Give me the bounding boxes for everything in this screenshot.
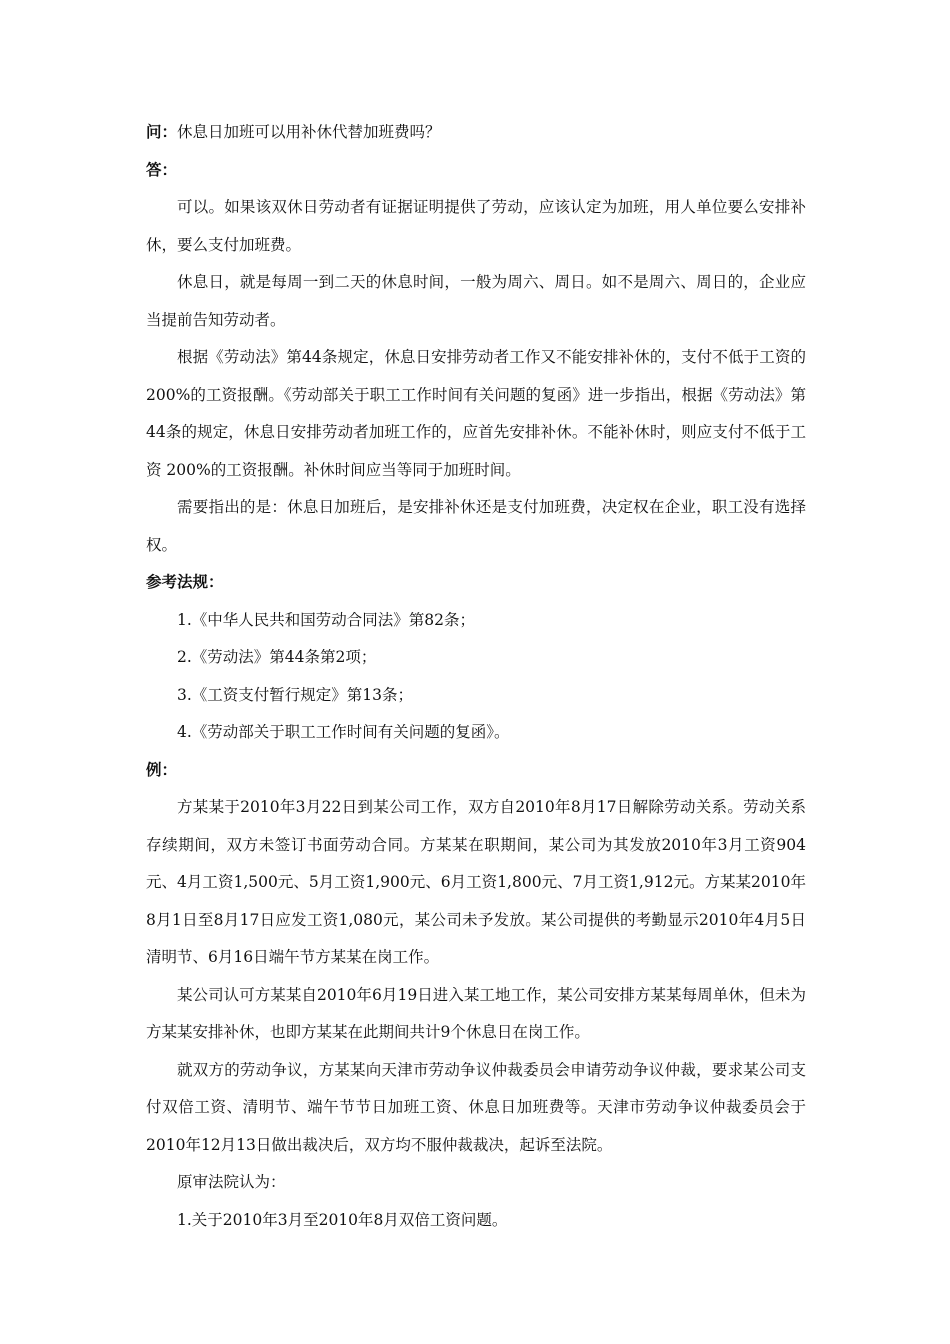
example-paragraph: 原审法院认为：: [177, 1173, 286, 1191]
example-paragraph: 就双方的劳动争议，方某某向天津市劳动争议仲裁委员会申请劳动争议仲裁，要求某公司支付双倍工资、清明节、端午节节日加班工资、休息日加班费等。天津市劳动争议仲裁委员会于2010年12月13日做出裁决后，双方均不服仲裁裁决，起诉至法院。: [146, 1060, 806, 1154]
reference-item: 1.《中华人民共和国劳动合同法》第82条；: [177, 610, 476, 629]
example-paragraph: 1.关于2010年3月至2010年8月双倍工资问题。: [177, 1210, 508, 1229]
answer-label: 答：: [146, 160, 178, 179]
document-body: [146, 114, 806, 1239]
question-label: 问：: [146, 123, 178, 141]
reference-item: 2.《劳动法》第44条第2项；: [177, 648, 377, 666]
example-paragraph: 方某某于2010年3月22日到某公司工作，双方自2010年8月17日解除劳动关系。劳动关系存续期间，双方未签订书面劳动合同。方某某在职期间，某公司为其发放2010年3月工资904元、4月工资1,500元、5月工资1,900元、6月工资1,800元、7月工资1,912元。方某某2010年8月1日至8月17日应发工资1,080元，某公司未予发放。某公司提供的考勤显示2010年4月5日清明节、6月16日端午节方某某在岗工作。: [146, 798, 806, 966]
answer-paragraph: 可以。如果该双休日劳动者有证据证明提供了劳动，应该认定为加班，用人单位要么安排补休，要么支付加班费。: [146, 198, 806, 254]
example-paragraph: 某公司认可方某某自2010年6月19日进入某工地工作，某公司安排方某某每周单休，但未为方某某安排补休，也即方某某在此期间共计9个休息日在岗工作。: [146, 985, 806, 1041]
question-line: [146, 114, 806, 152]
answer-paragraph: 需要指出的是：休息日加班后，是安排补休还是支付加班费，决定权在企业，职工没有选择权。: [146, 498, 806, 554]
example-label: 例：: [146, 760, 178, 779]
references-label: 参考法规：: [146, 573, 224, 591]
question-text: 休息日加班可以用补休代替加班费吗？: [177, 123, 441, 141]
reference-item: 4.《劳动部关于职工工作时间有关问题的复函》。: [177, 723, 510, 741]
answer-paragraph: 根据《劳动法》第44条规定，休息日安排劳动者工作又不能安排补休的，支付不低于工资的200%的工资报酬。《劳动部关于职工工作时间有关问题的复函》进一步指出，根据《劳动法》第 44条的规定，休息日安排劳动者加班工作的，应首先安排补休。不能补休时，则应支付不低于工资 200%的工资报酬。补休时间应当等同于加班时间。: [146, 348, 806, 479]
reference-item: 3.《工资支付暂行规定》第13条；: [177, 685, 414, 704]
answer-paragraph: 休息日，就是每周一到二天的休息时间，一般为周六、周日。如不是周六、周日的，企业应当提前告知劳动者。: [146, 273, 806, 329]
